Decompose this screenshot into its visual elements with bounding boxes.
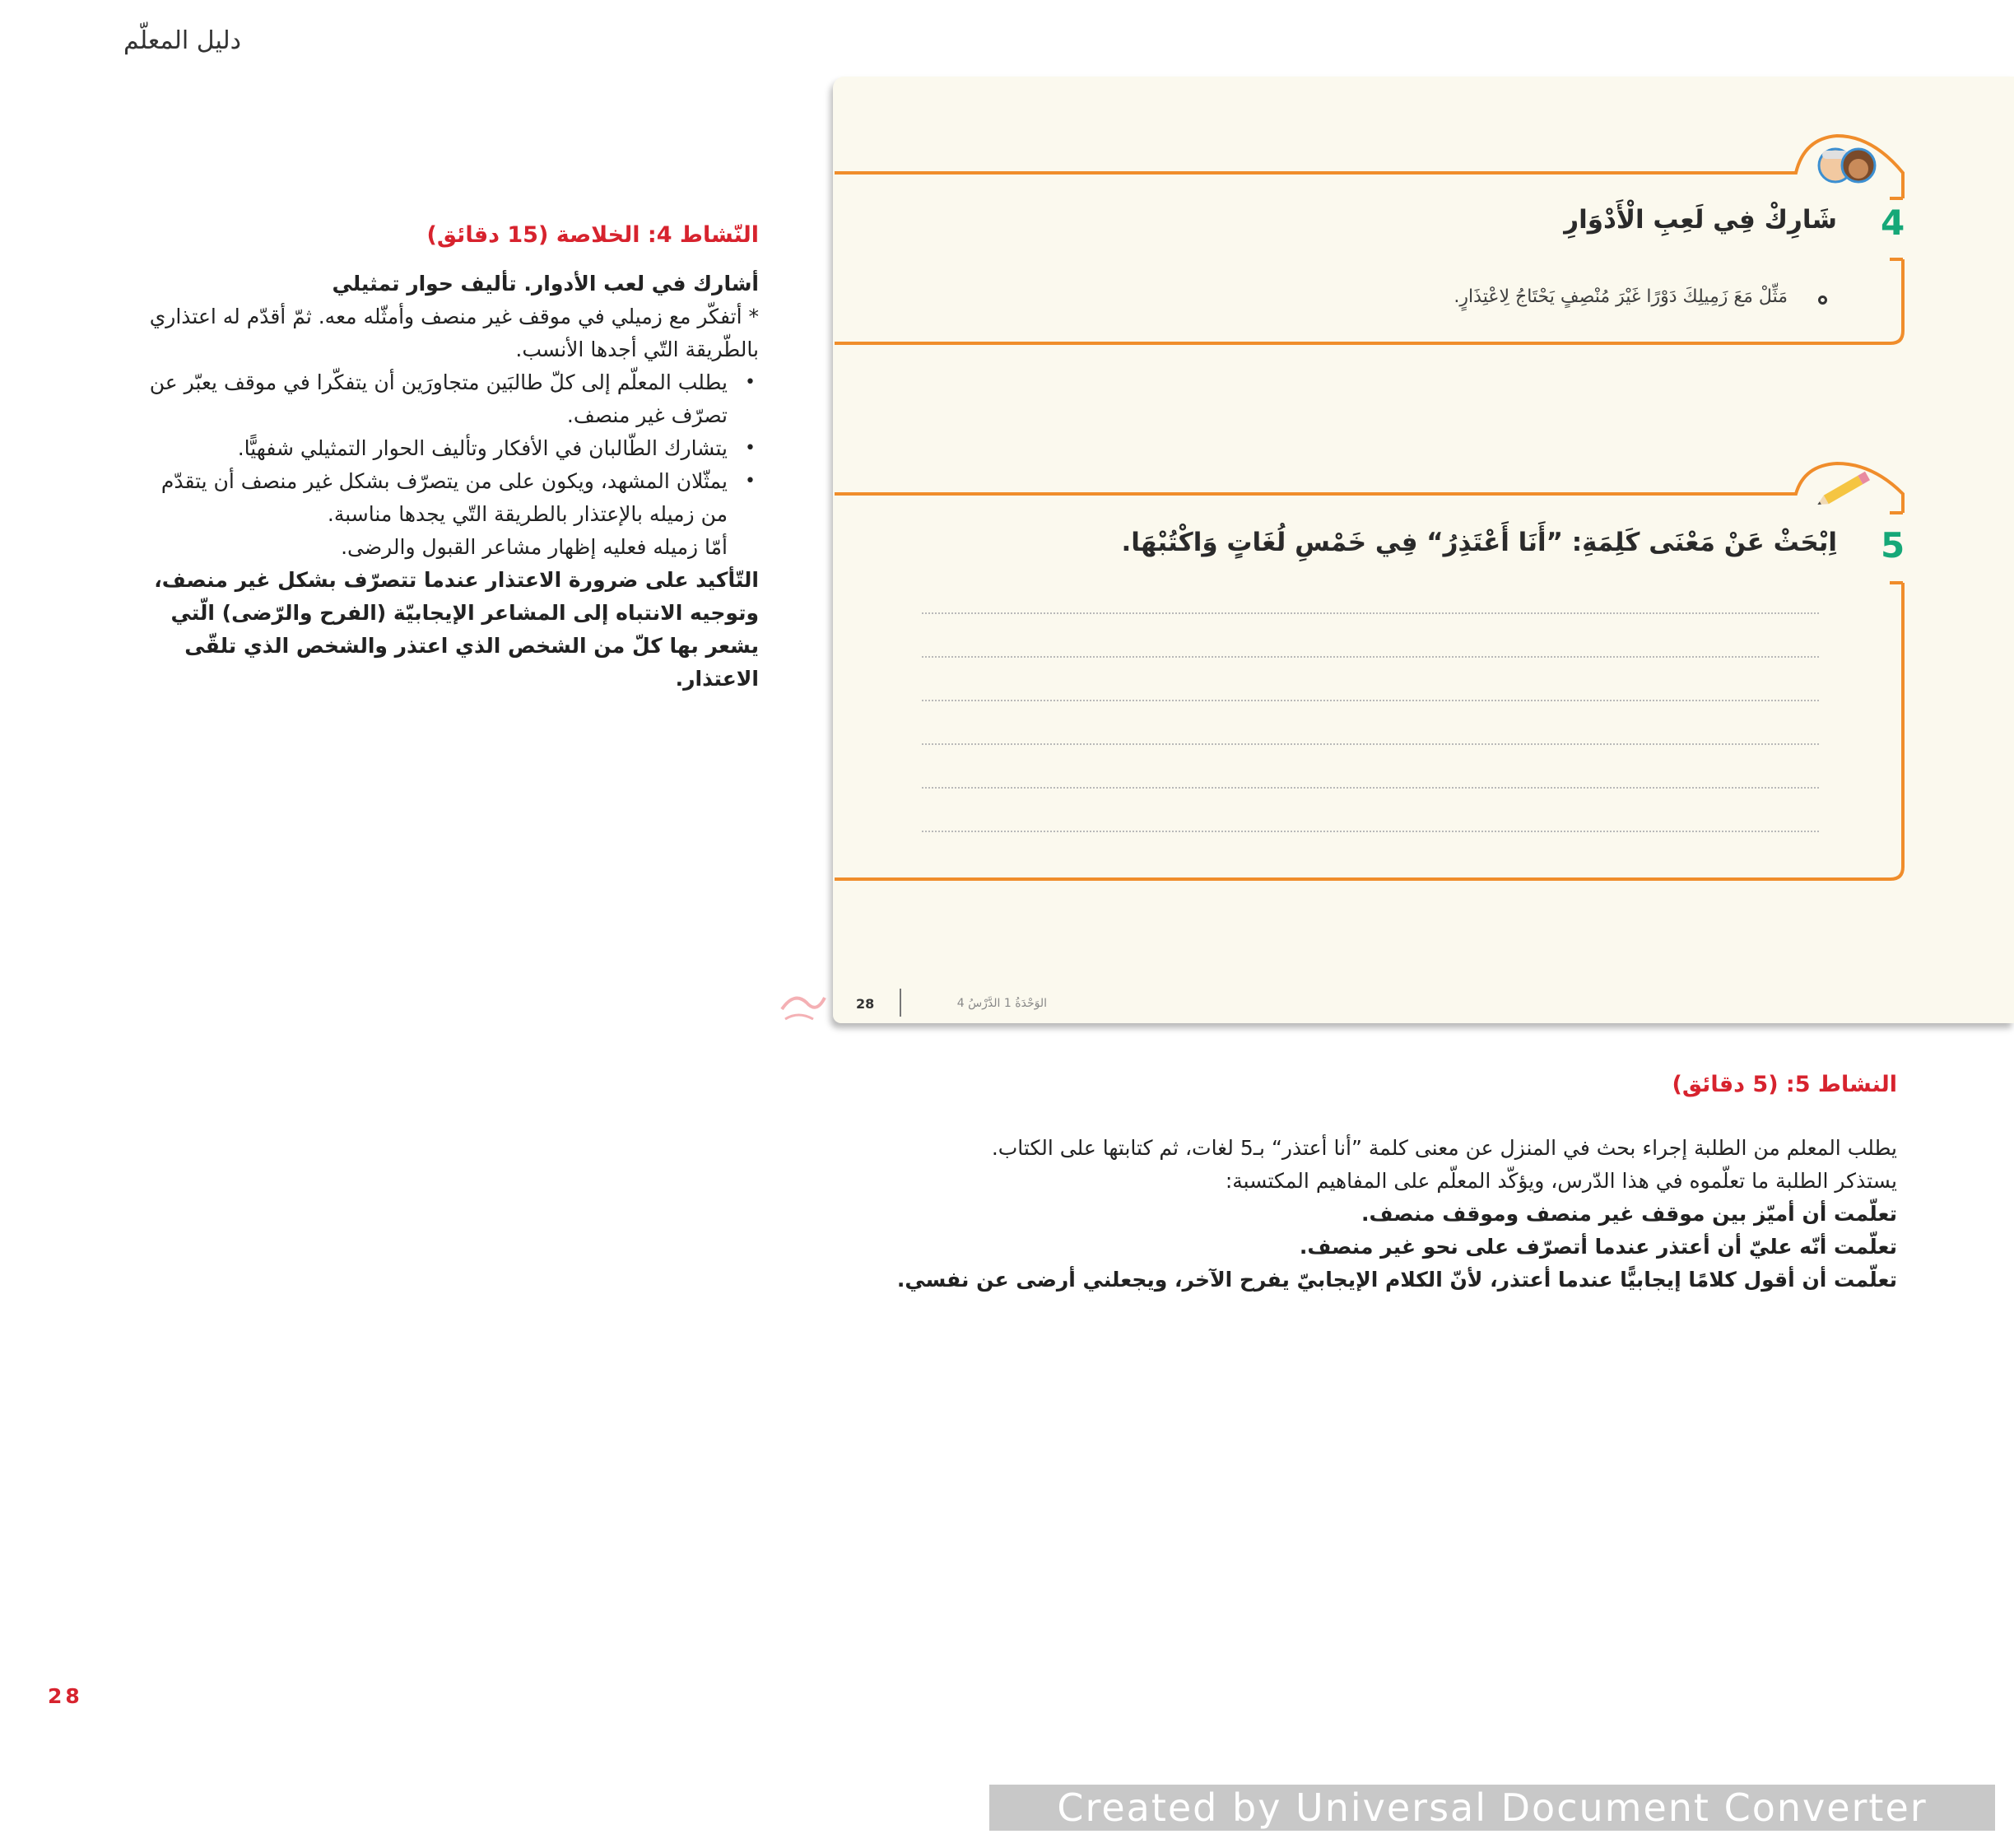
activity4-heading: أشارك في لعب الأدوار. تأليف حوار تمثيلي bbox=[332, 272, 759, 296]
activity5-title: النشاط 5: (5 دقائق) bbox=[1672, 1072, 1897, 1097]
pencil-icon bbox=[1816, 468, 1876, 508]
writing-line bbox=[922, 656, 1819, 658]
activity4-section bbox=[132, 222, 759, 696]
q4-number: 4 bbox=[1881, 202, 1905, 243]
list-item: • يطلب المعلّم إلى كلّ طالبَين متجاورَين أن يتفكّرا في موقف يعبّر عن تصرّف غير منصف. bbox=[132, 366, 728, 432]
guide-title: دليل المعلّم bbox=[123, 26, 241, 55]
activity4-bullets bbox=[132, 366, 759, 531]
q5-title: اِبْحَثْ عَنْ مَعْنَى كَلِمَةِ: ”أَنَا أَعْتَذِرُ“ فِي خَمْسِ لُغَاتٍ وَاكْتُبْهَا. bbox=[1121, 528, 1837, 557]
list-item: • يتشارك الطّالبان في الأفكار وتأليف الحوار التمثيلي شفهيًّا. bbox=[132, 432, 728, 465]
activity4-intro: * أتفكّر مع زميلي في موقف غير منصف وأمثّله معه. ثمّ أقدّم له اعتذاري بالطّريقة التّي أجدها الأنسب. bbox=[149, 305, 759, 361]
q5-number: 5 bbox=[1881, 525, 1905, 566]
activity5-para1: يطلب المعلم من الطلبة إجراء بحث في المنزل عن معنى كلمة ”أنا أعتذر“ بـ5 لغات، ثم كتابتها على الكتاب. bbox=[991, 1136, 1897, 1160]
writing-line bbox=[922, 831, 1819, 832]
activity4-emphasis: التّأكيد على ضرورة الاعتذار عندما تتصرّف بشكل غير منصف، وتوجيه الانتباه إلى المشاعر الإيجابيّة (الفرح والرّضى) الّتي يشعر بها كلّ من الشخص الذي اعتذر والشخص الذي تلقّى الاعتذار. bbox=[154, 568, 759, 691]
q4-bullet-text: مَثِّلْ مَعَ زَمِيلِكَ دَوْرًا غَيْرَ مُنْصِفٍ يَحْتَاجُ لِاعْتِذَارٍ. bbox=[1454, 286, 1788, 307]
writing-line bbox=[922, 787, 1819, 789]
role-play-icon bbox=[1811, 144, 1883, 185]
stamp-mark bbox=[774, 986, 831, 1026]
learned-item: تعلّمت أن أقول كلامًا إيجابيًّا عندما أعتذر، لأنّ الكلام الإيجابيّ يفرح الآخر، ويجعلني أرضى عن نفسي. bbox=[896, 1268, 1897, 1292]
book-footer-label: الوَحْدَةُ 1 الدَّرْسُ 4 bbox=[956, 997, 1047, 1010]
learned-item: تعلّمت أنّه عليّ أن أعتذر عندما أتصرّف على نحو غير منصف. bbox=[1299, 1235, 1897, 1259]
activity5-section bbox=[848, 1072, 1897, 1296]
learned-item: تعلّمت أن أميّز بين موقف غير منصف وموقف منصف. bbox=[1360, 1202, 1897, 1226]
watermark-banner: Created by Universal Document Converter bbox=[989, 1785, 1995, 1831]
activity4-title: النّشاط 4: الخلاصة (15 دقائق) bbox=[426, 222, 759, 248]
list-item: • يمثّلان المشهد، ويكون على من يتصرّف بشكل غير منصف أن يتقدّم من زميله بالإعتذار بالطريقة التّي يجدها مناسبة. bbox=[132, 465, 728, 531]
writing-line bbox=[922, 612, 1819, 614]
writing-line bbox=[922, 700, 1819, 701]
q4-title: شَارِكْ فِي لَعِبِ الْأَدْوَارِ bbox=[1564, 205, 1837, 235]
page-number: 28 bbox=[48, 1684, 83, 1708]
student-book-page bbox=[833, 77, 2014, 1023]
writing-line bbox=[922, 743, 1819, 745]
activity4-after-bullets: أمّا زميله فعليه إظهار مشاعر القبول والرضى. bbox=[341, 535, 728, 559]
q4-bullet-marker bbox=[1818, 296, 1827, 305]
footer-divider bbox=[900, 989, 901, 1017]
book-page-number: 28 bbox=[856, 996, 875, 1012]
activity5-para2: يستذكر الطلبة ما تعلّموه في هذا الدّرس، ويؤكّد المعلّم على المفاهيم المكتسبة: bbox=[1225, 1169, 1897, 1193]
